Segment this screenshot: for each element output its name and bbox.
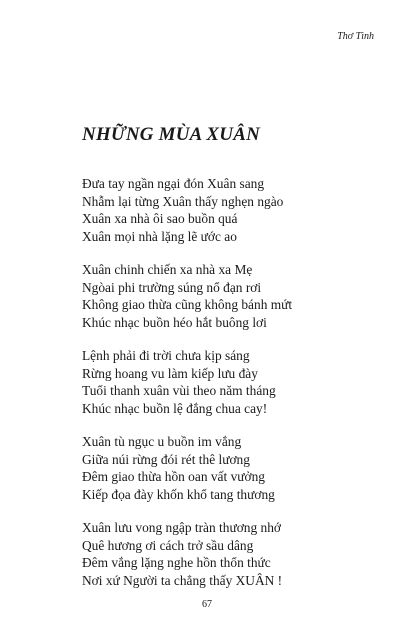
page-number: 67 — [202, 599, 212, 610]
verse-line: Kiếp đọa đày khốn khổ tang thương — [82, 486, 275, 502]
verse-line: Xuân tù ngục u buồn im vắng — [82, 434, 242, 449]
verse-line: Quê hương ơi cách trở sầu dâng — [82, 537, 254, 553]
running-header: Thơ Tình — [337, 31, 374, 42]
poem-title: NHỮNG MÙA XUÂN — [82, 124, 260, 145]
verse-line: Rừng hoang vu làm kiếp lưu đày — [82, 365, 258, 381]
verse-line: Nhẫm lại từng Xuân thấy nghẹn ngào — [82, 193, 284, 209]
verse-line: Xuân chinh chiến xa nhà xa Mẹ — [82, 262, 253, 277]
stanza-1 — [82, 175, 382, 245]
verse-line: Xuân xa nhà ôi sao buồn quá — [82, 211, 238, 226]
verse-line: Khúc nhạc buồn héo hắt buông lơi — [82, 314, 267, 330]
verse-line: Nơi xứ Người ta chẳng thấy XUÂN ! — [82, 572, 283, 588]
verse-line: Giữa núi rừng đói rét thê lương — [82, 451, 250, 467]
verse-line: Ngòai phi trường súng nổ đạn rơi — [82, 279, 262, 295]
verse-line: Tuổi thanh xuân vùi theo năm tháng — [82, 383, 276, 398]
verse-line: Xuân lưu vong ngập tràn thương nhớ — [82, 520, 282, 535]
verse-line: Đêm giao thừa hồn oan vất vưởng — [82, 469, 265, 484]
verse-line: Khúc nhạc buồn lệ đắng chua cay! — [82, 400, 268, 416]
stanza-5 — [82, 519, 382, 589]
verse-line: Đêm vắng lặng nghe hồn thổn thức — [82, 555, 271, 570]
verse-line: Đưa tay ngần ngại đón Xuân sang — [82, 176, 265, 191]
verse-line: Xuân mọi nhà lặng lẽ ước ao — [82, 228, 237, 244]
verse-line: Không giao thừa cũng không bánh mứt — [82, 297, 293, 312]
verse-line: Lệnh phải đi trời chưa kịp sáng — [82, 348, 250, 363]
stanza-2 — [82, 261, 382, 331]
poem-body — [82, 175, 382, 605]
stanza-4 — [82, 433, 382, 503]
stanza-3 — [82, 347, 382, 417]
